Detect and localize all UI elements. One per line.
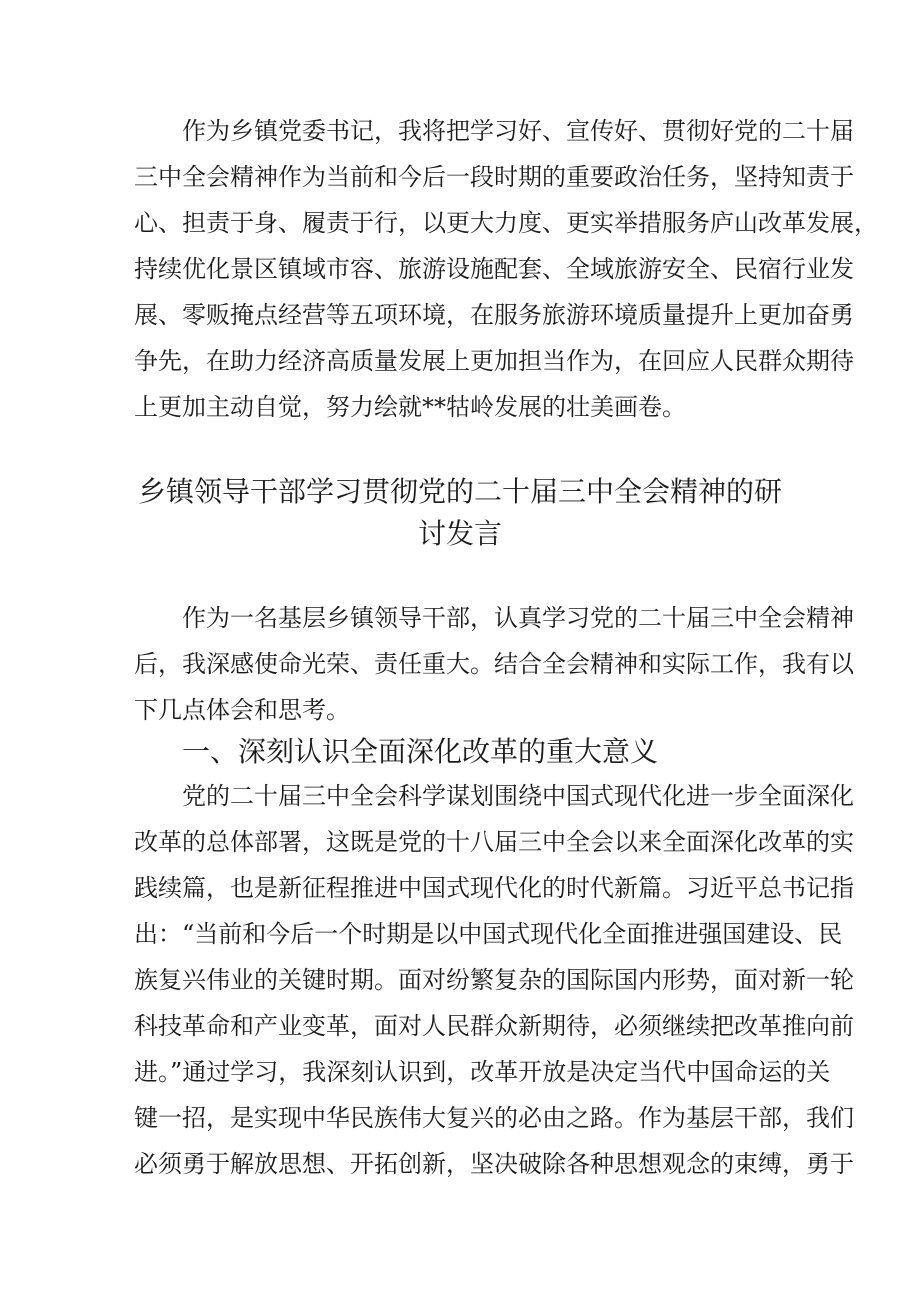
paragraph3-line: 科技革命和产业变革，面对人民群众新期待，必须继续把改革推向前 [134,1012,854,1040]
document-title-line: 乡镇领导干部学习贯彻党的二十届三中全会精神的研 [137,475,782,508]
paragraph2-line: 下几点体会和思考。 [134,696,350,724]
paragraph3-line: 党的二十届三中全会科学谋划围绕中国式现代化进一步全面深化 [182,782,854,810]
paragraph1-line: 展、零贩掩点经营等五项环境，在服务旅游环境质量提升上更加奋勇 [134,301,854,329]
paragraph1-line: 上更加主动自觉，努力绘就**牯岭发展的壮美画卷。 [134,393,686,421]
paragraph2-line: 后，我深感使命光荣、责任重大。结合全会精神和实际工作，我有以 [134,650,854,678]
paragraph1-line: 争先，在助力经济高质量发展上更加担当作为，在回应人民群众期待 [134,347,854,375]
section1-heading: 一、深刻认识全面深化改革的重大意义 [182,735,659,768]
paragraph1-line: 持续优化景区镇域市容、旅游设施配套、全域旅游安全、民宿行业发 [134,255,854,283]
paragraph3-line: 族复兴伟业的关键时期。面对纷繁复杂的国际国内形势，面对新一轮 [134,966,854,994]
paragraph3-line: 出：“当前和今后一个时期是以中国式现代化全面推进强国建设、民 [134,920,843,948]
paragraph1-line: 三中全会精神作为当前和今后一段时期的重要政治任务，坚持知责于 [134,163,854,191]
paragraph3-line: 进。”通过学习，我深刻认识到，改革开放是决定当代中国命运的关 [134,1058,831,1086]
paragraph1-line: 心、担责于身、履责于行，以更大力度、更实举措服务庐山改革发展， [134,209,878,237]
paragraph3-line: 必须勇于解放思想、开拓创新，坚决破除各种思想观念的束缚，勇于 [134,1150,854,1178]
paragraph3-line: 改革的总体部署，这既是党的十八届三中全会以来全面深化改革的实 [134,828,854,856]
paragraph1-line: 作为乡镇党委书记，我将把学习好、宣传好、贯彻好党的二十届 [182,117,854,145]
paragraph2-line: 作为一名基层乡镇领导干部，认真学习党的二十届三中全会精神 [182,604,854,632]
document-title-line: 讨发言 [417,517,502,550]
paragraph3-line: 键一招，是实现中华民族伟大复兴的必由之路。作为基层干部，我们 [134,1104,854,1132]
paragraph3-line: 践续篇，也是新征程推进中国式现代化的时代新篇。习近平总书记指 [134,874,854,902]
